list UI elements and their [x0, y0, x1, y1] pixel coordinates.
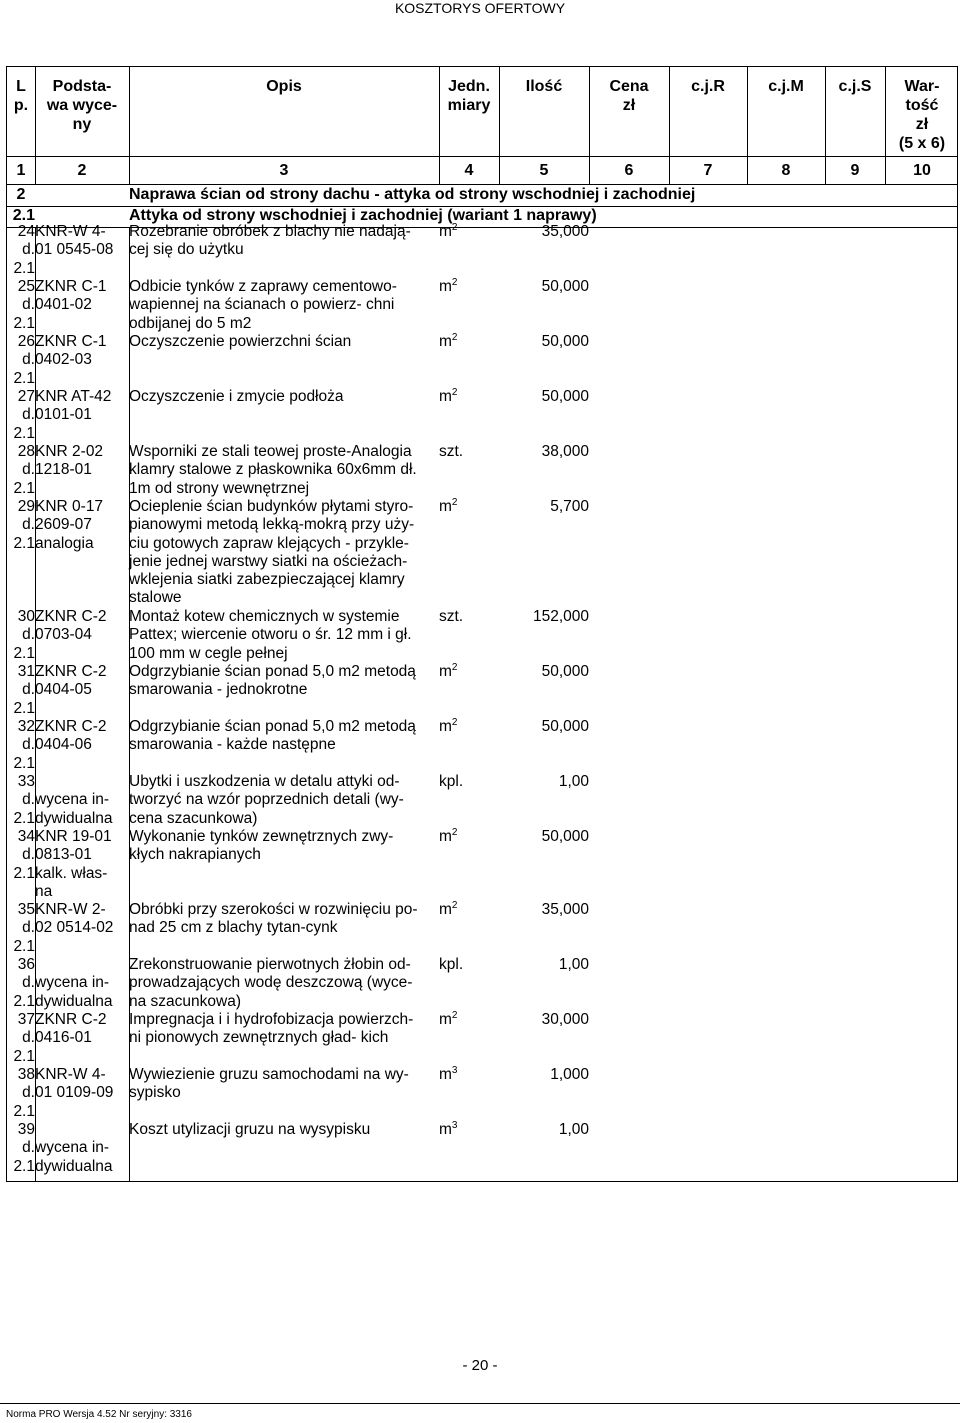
- unit-exponent: 2: [451, 900, 458, 911]
- unit-exponent: 3: [451, 1065, 458, 1076]
- quantity: 1,00: [558, 773, 589, 790]
- pricing-basis: ZKNR C-2 0703-04: [35, 608, 107, 644]
- quantity: 38,000: [541, 443, 589, 460]
- item-description: Wywiezienie gruzu samochodami na wy- sypisko: [129, 1066, 409, 1102]
- item-description: Odgrzybianie ścian ponad 5,0 m2 metodą smarowania - jednokrotne: [129, 663, 416, 699]
- unit-text: m: [439, 278, 452, 295]
- header-lp: L p.: [13, 78, 29, 114]
- unit: [439, 608, 499, 626]
- unit-text: m: [439, 333, 452, 350]
- header-unit: Jedn. miary: [447, 78, 491, 114]
- pricing-basis: ZKNR C-2 0416-01: [35, 1011, 107, 1047]
- pricing-basis: KNR-W 2- 02 0514-02: [35, 901, 114, 937]
- unit-exponent: 2: [451, 387, 458, 398]
- unit: [439, 773, 499, 791]
- quantity: 35,000: [541, 223, 589, 240]
- item-number: 25 d. 2.1: [13, 278, 35, 332]
- quantity: 1,00: [558, 1121, 589, 1138]
- unit: [439, 718, 499, 736]
- quantity: 5,700: [550, 498, 589, 515]
- item-number: 32 d. 2.1: [13, 718, 35, 772]
- quantity: 152,000: [532, 608, 589, 625]
- pricing-basis: KNR 19-01 0813-01 kalk. włas- na: [35, 828, 112, 900]
- section-title: Naprawa ścian od strony dachu - attyka od strony wschodniej i zachodniej: [129, 186, 696, 203]
- header-price: Cena zł: [609, 78, 649, 114]
- unit-exponent: 2: [451, 222, 458, 233]
- unit-text: m: [439, 1121, 452, 1138]
- unit: [439, 828, 499, 846]
- unit: [439, 388, 499, 406]
- column-number: 3: [279, 162, 289, 179]
- unit-text: m: [439, 828, 452, 845]
- cost-estimate-table: [6, 66, 958, 1182]
- unit-text: m: [439, 498, 452, 515]
- quantity: 30,000: [541, 1011, 589, 1028]
- unit-exponent: 3: [451, 1120, 458, 1131]
- unit: [439, 1121, 499, 1139]
- unit-text: kpl.: [439, 956, 464, 973]
- header-cjm: c.j.M: [768, 78, 804, 95]
- column-number: 9: [850, 162, 860, 179]
- unit-exponent: 2: [451, 277, 458, 288]
- unit: [439, 901, 499, 919]
- quantity: 1,000: [550, 1066, 589, 1083]
- item-description: Montaż kotew chemicznych w systemie Pattex; wiercenie otworu o śr. 12 mm i gł. 100 mm w cegle pełnej: [129, 608, 412, 662]
- item-description: Koszt utylizacji gruzu na wysypisku: [129, 1121, 371, 1138]
- item-number: 29 d. 2.1: [13, 498, 35, 552]
- quantity: 1,00: [558, 956, 589, 973]
- item-description: Wykonanie tynków zewnętrznych zwy- kłych nakrapianych: [129, 828, 394, 864]
- unit: [439, 278, 499, 296]
- item-description: Odgrzybianie ścian ponad 5,0 m2 metodą smarowania - każde następne: [129, 718, 416, 754]
- column-number: 4: [464, 162, 474, 179]
- item-number: 38 d. 2.1: [13, 1066, 35, 1120]
- unit: [439, 498, 499, 516]
- unit-exponent: 2: [451, 717, 458, 728]
- item-number: 24 d. 2.1: [13, 223, 35, 277]
- pricing-basis: ZKNR C-2 0404-05: [35, 663, 107, 699]
- column-number: 1: [16, 162, 26, 179]
- unit-exponent: 2: [451, 1010, 458, 1021]
- pricing-basis: KNR 0-17 2609-07 analogia: [35, 498, 104, 552]
- pricing-basis: KNR-W 4- 01 0109-09: [35, 1066, 114, 1102]
- unit-text: szt.: [439, 608, 464, 625]
- column-number: 8: [781, 162, 791, 179]
- column-number: 6: [624, 162, 634, 179]
- column-number: 10: [913, 162, 931, 179]
- item-description: Wsporniki ze stali teowej proste-Analogia klamry stalowe z płaskownika 60x6mm dł. 1m od strony wewnętrznej: [129, 443, 417, 497]
- item-number: 36 d. 2.1: [13, 956, 35, 1010]
- section-number: 2: [16, 186, 26, 203]
- item-description: Odbicie tynków z zaprawy cementowo- wapiennej na ścianach o powierz- chni odbijanej do 5 m2: [129, 278, 397, 332]
- unit-exponent: 2: [451, 662, 458, 673]
- pricing-basis: ZKNR C-2 0404-06: [35, 718, 107, 754]
- item-description: Impregnacja i i hydrofobizacja powierzch- ni pionowych zewnętrznych gład- kich: [129, 1011, 414, 1047]
- item-number: 35 d. 2.1: [13, 901, 35, 955]
- item-number: 30 d. 2.1: [13, 608, 35, 662]
- pricing-basis: ZKNR C-1 0401-02: [35, 278, 107, 314]
- item-number: 31 d. 2.1: [13, 663, 35, 717]
- unit-text: m: [439, 901, 452, 918]
- pricing-basis: KNR-W 4- 01 0545-08: [35, 223, 114, 259]
- section-title: Attyka od strony wschodniej i zachodniej (wariant 1 naprawy): [129, 207, 597, 224]
- section-number: 2.1: [12, 207, 35, 224]
- unit-text: m: [439, 1066, 452, 1083]
- pricing-basis: KNR 2-02 1218-01: [35, 443, 104, 479]
- unit-text: m: [439, 388, 452, 405]
- unit-exponent: 2: [451, 332, 458, 343]
- item-number: 34 d. 2.1: [13, 828, 35, 882]
- item-number: 27 d. 2.1: [13, 388, 35, 442]
- pricing-basis: wycena in- dywidualna: [35, 791, 113, 827]
- item-number: 37 d. 2.1: [13, 1011, 35, 1065]
- unit: [439, 956, 499, 974]
- item-description: Ubytki i uszkodzenia w detalu attyki od- tworzyć na wzór poprzednich detali (wy- cena szacunkowa): [129, 773, 404, 827]
- unit: [439, 1011, 499, 1029]
- header-base: Podsta- wa wyce- ny: [46, 78, 118, 133]
- unit: [439, 443, 499, 461]
- header-value: War- tość zł (5 x 6): [898, 78, 946, 152]
- pricing-basis: ZKNR C-1 0402-03: [35, 333, 107, 369]
- unit-text: m: [439, 663, 452, 680]
- unit-exponent: 2: [451, 497, 458, 508]
- unit: [439, 223, 499, 241]
- quantity: 50,000: [541, 388, 589, 405]
- column-number: 7: [703, 162, 713, 179]
- column-number: 2: [77, 162, 87, 179]
- item-number: 39 d. 2.1: [13, 1121, 35, 1175]
- unit-text: szt.: [439, 443, 464, 460]
- item-description: Rozebranie obróbek z blachy nie nadają- cej się do użytku: [129, 223, 411, 259]
- unit-text: m: [439, 223, 452, 240]
- pricing-basis: wycena in- dywidualna: [35, 1139, 113, 1175]
- quantity: 50,000: [541, 333, 589, 350]
- unit: [439, 1066, 499, 1084]
- item-description: Oczyszczenie powierzchni ścian: [129, 333, 352, 350]
- header-cjs: c.j.S: [838, 78, 872, 95]
- header-cjr: c.j.R: [691, 78, 725, 95]
- item-description: Oczyszczenie i zmycie podłoża: [129, 388, 344, 405]
- unit-exponent: 2: [451, 827, 458, 838]
- pricing-basis: wycena in- dywidualna: [35, 974, 113, 1010]
- software-footer: Norma PRO Wersja 4.52 Nr seryjny: 3316: [6, 1409, 192, 1420]
- quantity: 50,000: [541, 828, 589, 845]
- header-description: Opis: [266, 78, 302, 95]
- unit-text: m: [439, 1011, 452, 1028]
- pricing-basis: KNR AT-42 0101-01: [35, 388, 112, 424]
- unit: [439, 333, 499, 351]
- item-number: 33 d. 2.1: [13, 773, 35, 827]
- unit-text: kpl.: [439, 773, 464, 790]
- quantity: 35,000: [541, 901, 589, 918]
- document-title: KOSZTORYS OFERTOWY: [394, 0, 566, 16]
- quantity: 50,000: [541, 663, 589, 680]
- item-description: Zrekonstruowanie pierwotnych żłobin od- prowadzających wodę deszczową (wyce- na szacunkowa): [129, 956, 413, 1010]
- item-number: 28 d. 2.1: [13, 443, 35, 497]
- item-description: Ocieplenie ścian budynków płytami styro- pianowymi metodą lekką-mokrą przy uży- ciu gotowych zapraw klejących - przykle- jenie jednej warstwy siatki na ościeżach- wklejenia siatki zabezpieczającej klamry stalowe: [129, 498, 415, 607]
- quantity: 50,000: [541, 718, 589, 735]
- unit: [439, 663, 499, 681]
- item-description: Obróbki przy szerokości w rozwinięciu po- nad 25 cm z blachy tytan-cynk: [129, 901, 418, 937]
- page-number: - 20 -: [462, 1357, 498, 1374]
- unit-text: m: [439, 718, 452, 735]
- header-quantity: Ilość: [525, 78, 563, 95]
- item-number: 26 d. 2.1: [13, 333, 35, 387]
- quantity: 50,000: [541, 278, 589, 295]
- column-number: 5: [539, 162, 549, 179]
